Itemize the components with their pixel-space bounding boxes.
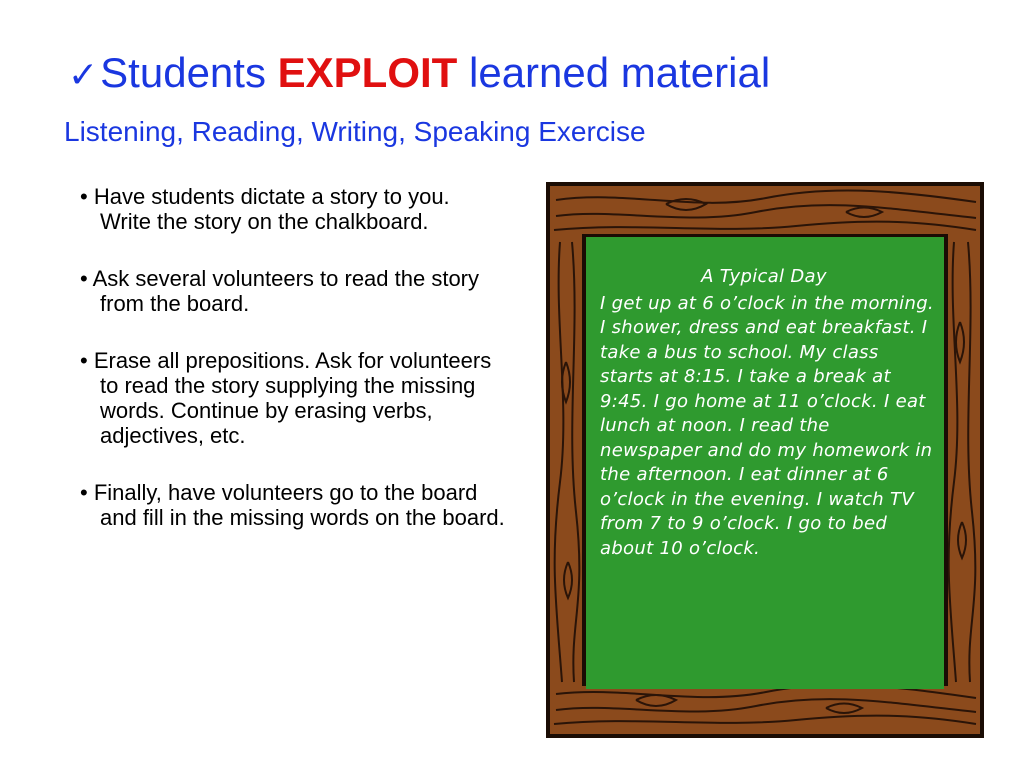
title-part1: Students [100,49,278,96]
title-emphasis: EXPLOIT [277,49,458,96]
bullet-item: • Erase all prepositions. Ask for volunteers to read the story supplying the missing words. Continue by erasing verbs, adjectives, etc. [80,348,492,448]
slide-title [68,49,771,96]
chalkboard-content [586,237,942,687]
slide-subtitle: Listening, Reading, Writing, Speaking Exercise [64,116,646,147]
checkmark-icon: ✓ [68,54,99,95]
chalkboard-story: I get up at 6 o’clock in the morning. I shower, dress and eat breakfast. I take a bus to school. My class starts at 8:15. I take a break at 9:45. I go home at 11 o’clock. I eat lunch at noon. I read the newspaper and do my homework in the afternoon. I eat dinner at 6 o’clock in the evening. I watch TV from 7 to 9 o’clock. I go to bed about 10 o’clock. [600,292,934,559]
bullet-list [60,184,505,562]
chalkboard-title: A Typical Day [701,266,827,287]
bullet-item: • Finally, have volunteers go to the board and fill in the missing words on the board. [80,480,505,530]
bullet-item: • Ask several volunteers to read the story from the board. [80,266,480,316]
bullet-item: • Have students dictate a story to you. Write the story on the chalkboard. [80,184,450,234]
title-part2: learned material [457,49,771,96]
